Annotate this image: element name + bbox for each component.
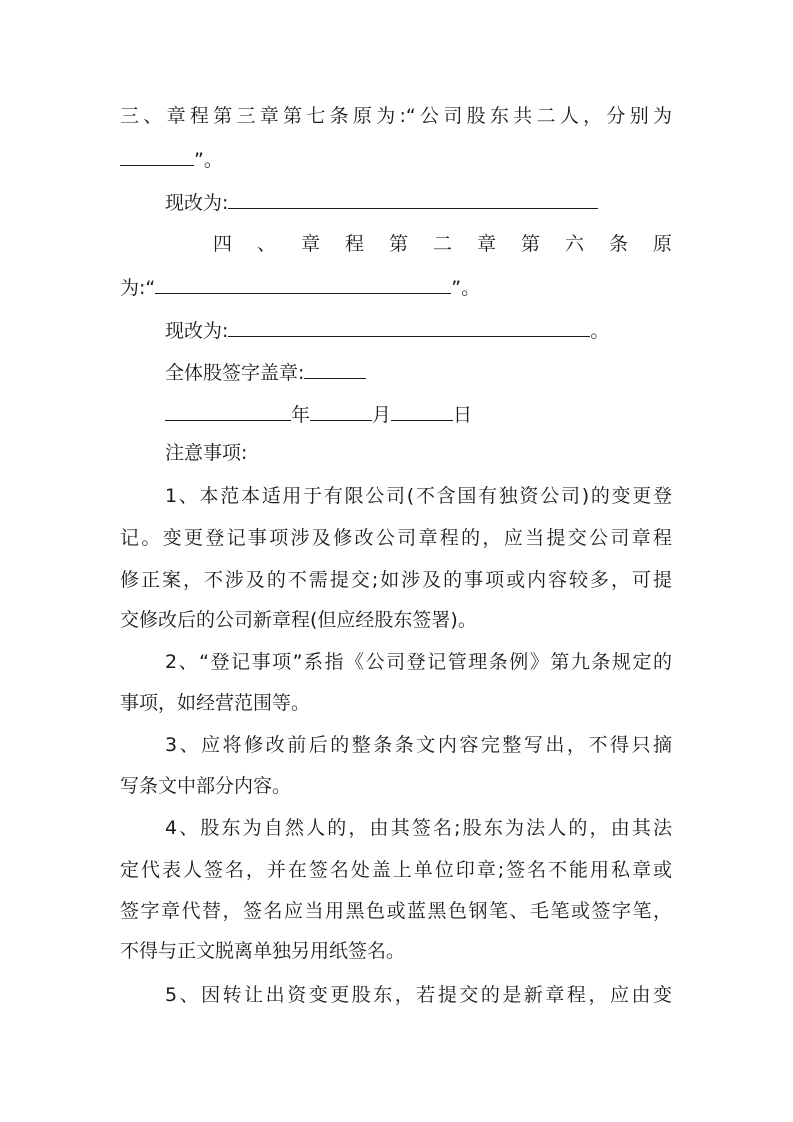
- item3-blank-names[interactable]: [120, 147, 194, 166]
- item3-changed-blank[interactable]: [228, 190, 598, 209]
- note4-line4: 不得与正文脱离单独另用纸签名。: [120, 940, 406, 962]
- item4-original-blank[interactable]: [155, 275, 451, 294]
- date-day-blank[interactable]: [391, 402, 453, 421]
- item4-changed-line: [165, 318, 609, 343]
- note5-line1: 5、因转让出资变更股东，若提交的是新章程，应由变: [165, 984, 672, 1006]
- note4-line2: 定代表人签名，并在签名处盖上单位印章;签名不能用私章或: [120, 859, 672, 881]
- date-year-blank[interactable]: [165, 402, 291, 421]
- item3-changed-line: [165, 190, 598, 215]
- item4-changed-label: 现改为:: [165, 320, 229, 342]
- note2-line1: 2、“登记事项”系指《公司登记管理条例》第九条规定的: [165, 651, 672, 673]
- item4-closing-quote: ”。: [451, 277, 481, 299]
- item3-original-line2: [120, 147, 223, 172]
- date-year-label: 年: [291, 404, 311, 426]
- notes-title: 注意事项:: [165, 442, 248, 464]
- note3-line2: 写条文中部分内容。: [120, 775, 292, 797]
- date-line: [165, 402, 472, 427]
- signature-blank[interactable]: [304, 360, 366, 379]
- note1-line1: 1、本范本适用于有限公司(不含国有独资公司)的变更登: [165, 485, 672, 507]
- date-month-blank[interactable]: [310, 402, 372, 421]
- date-month-label: 月: [372, 404, 392, 426]
- item3-closing-quote: ”。: [194, 149, 223, 171]
- note3-line1: 3、应将修改前后的整条条文内容完整写出，不得只摘: [165, 734, 672, 756]
- item4-original-label: 为:“: [120, 277, 156, 299]
- item3-original-line1: 三、章程第三章第七条原为:“公司股东共二人，分别为: [120, 105, 672, 127]
- note1-line2: 记。变更登记事项涉及修改公司章程的，应当提交公司章程: [120, 527, 672, 549]
- item4-changed-period: 。: [590, 320, 610, 342]
- signature-line: [165, 360, 366, 385]
- note4-line3: 签字章代替，签名应当用黑色或蓝黑色钢笔、毛笔或签字笔，: [120, 900, 672, 922]
- item3-changed-label: 现改为:: [165, 192, 229, 214]
- note4-line1: 4、股东为自然人的，由其签名;股东为法人的，由其法: [165, 817, 672, 839]
- item4-original-line1: 四 、 章 程 第 二 章 第 六 条 原: [213, 233, 672, 255]
- note2-line2: 事项，如经营范围等。: [120, 692, 311, 714]
- date-day-label: 日: [453, 404, 473, 426]
- note1-line3: 修正案，不涉及的不需提交;如涉及的事项或内容较多，可提: [120, 569, 672, 591]
- note1-line4: 交修改后的公司新章程(但应经股东签署)。: [120, 609, 477, 631]
- item4-changed-blank[interactable]: [228, 318, 590, 337]
- item4-original-line2: [120, 275, 480, 300]
- signature-label: 全体股签字盖章:: [165, 362, 305, 384]
